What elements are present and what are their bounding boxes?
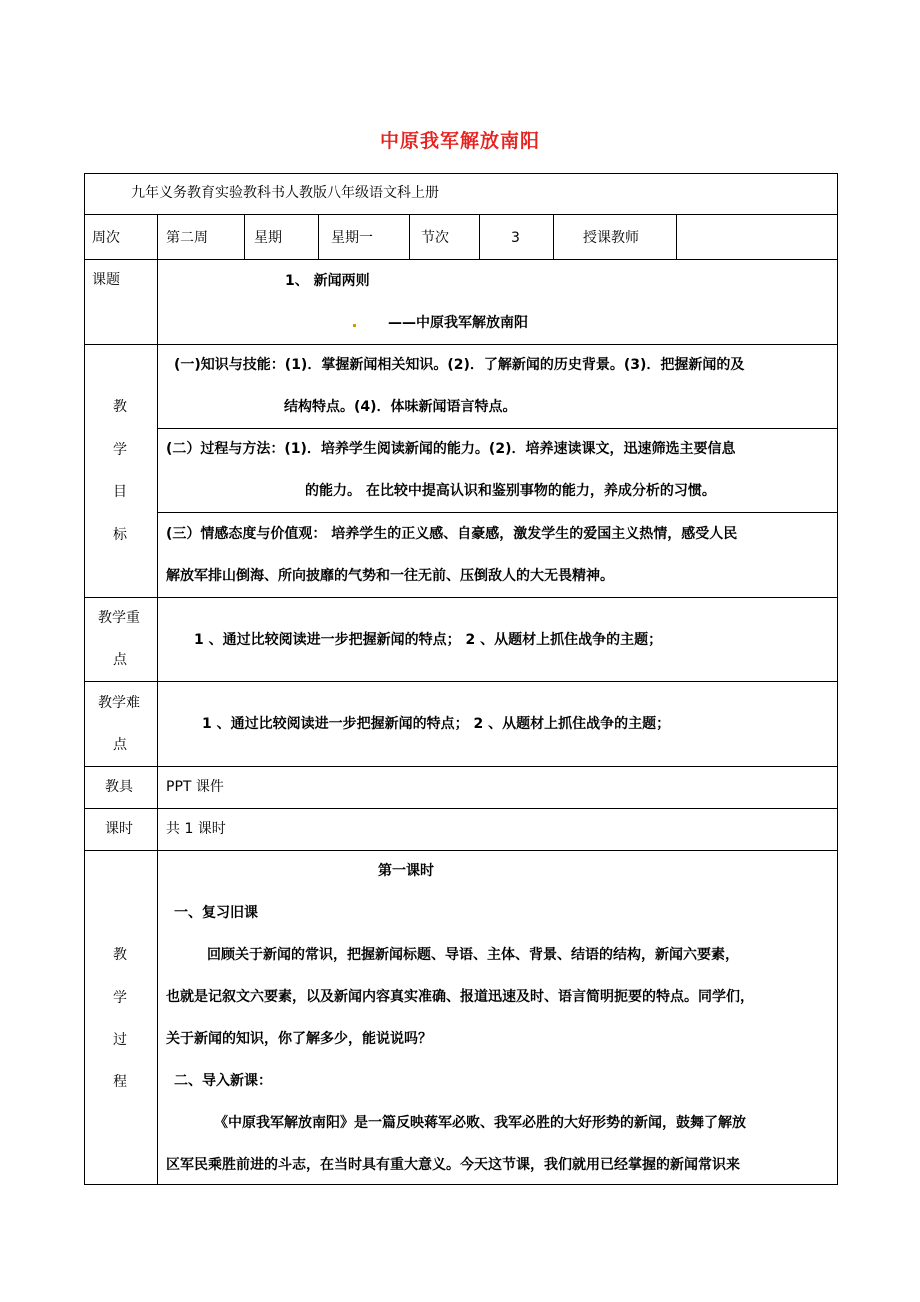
review-line-1: 回顾关于新闻的常识，把握新闻标题、导语、主体、背景、结语的结构，新闻六要素，	[207, 947, 739, 963]
week-label: 周次	[92, 230, 120, 246]
objective-process-line-2: 的能力。 在比较中提高认识和鉴别事物的能力，养成分析的习惯。	[305, 483, 716, 499]
table-border	[84, 214, 838, 215]
table-border	[84, 173, 85, 1185]
objective-knowledge-line-1: (一)知识与技能：(1)．掌握新闻相关知识。(2)．了解新闻的历史背景。(3)．把握新闻的及	[174, 357, 745, 373]
objective-knowledge-line-2: 结构特点。(4)．体味新闻语言特点。	[284, 399, 517, 415]
difficulties-label: 教学难	[98, 695, 140, 711]
review-line-3: 关于新闻的知识，你了解多少，能说说吗？	[166, 1031, 432, 1047]
key-points-label: 教学重	[98, 610, 140, 626]
table-header: 九年义务教育实验教科书人教版八年级语文科上册	[131, 185, 439, 201]
objectives-label-char: 标	[113, 527, 127, 543]
tools-value: PPT 课件	[166, 779, 224, 795]
table-border	[318, 214, 319, 260]
objective-emotion-line-1: (三）情感态度与价值观： 培养学生的正义感、自豪感，激发学生的爱国主义热情，感受人民	[166, 526, 738, 542]
teacher-label: 授课教师	[583, 230, 639, 246]
table-border	[84, 173, 838, 174]
topic-label: 课题	[92, 272, 120, 288]
process-label-char: 过	[113, 1032, 127, 1048]
tools-label: 教具	[105, 779, 133, 795]
difficulties-content: 1 、通过比较阅读进一步把握新闻的特点； 2 、从题材上抓住战争的主题；	[202, 716, 671, 732]
table-border	[84, 259, 838, 260]
table-border	[837, 173, 838, 1185]
hours-label: 课时	[105, 821, 133, 837]
difficulties-label: 点	[113, 737, 127, 753]
session-title: 第一课时	[378, 863, 434, 879]
objective-emotion-line-2: 解放军排山倒海、所向披靡的气势和一往无前、压倒敌人的大无畏精神。	[166, 568, 614, 584]
table-border	[84, 850, 838, 851]
table-border	[157, 512, 838, 513]
table-border	[479, 214, 480, 260]
page-title: 中原我军解放南阳	[379, 130, 540, 152]
table-border	[157, 214, 158, 1185]
key-points-label: 点	[113, 652, 127, 668]
table-border	[244, 214, 245, 260]
topic-line-1: 1、 新闻两则	[285, 273, 370, 289]
topic-line-2: ——中原我军解放南阳	[388, 315, 528, 331]
table-border	[84, 344, 838, 345]
objectives-label-char: 教	[113, 399, 127, 415]
process-label-char: 教	[113, 947, 127, 963]
day-label: 星期	[254, 230, 282, 246]
hours-value: 共 1 课时	[166, 821, 226, 837]
intro-line-1: 《中原我军解放南阳》是一篇反映蒋军必败、我军必胜的大好形势的新闻，鼓舞了解放	[214, 1115, 746, 1131]
review-line-2: 也就是记叙文六要素，以及新闻内容真实准确、报道迅速及时、语言简明扼要的特点。同学们，	[166, 989, 754, 1005]
intro-line-2: 区军民乘胜前进的斗志，在当时具有重大意义。今天这节课，我们就用已经掌握的新闻常识来	[166, 1157, 740, 1173]
process-label-char: 学	[113, 990, 127, 1006]
table-border	[157, 428, 838, 429]
period-label: 节次	[421, 230, 449, 246]
objectives-label-char: 学	[113, 442, 127, 458]
period-value: 3	[511, 230, 520, 246]
table-border	[553, 214, 554, 260]
week-value: 第二周	[166, 230, 208, 246]
process-label-char: 程	[113, 1074, 127, 1090]
review-heading: 一、复习旧课	[174, 905, 258, 921]
table-border	[84, 681, 838, 682]
objective-process-line-1: (二）过程与方法：(1)．培养学生阅读新闻的能力。(2)．培养速读课文，迅速筛选主要信息	[166, 441, 736, 457]
table-border	[84, 808, 838, 809]
intro-heading: 二、导入新课：	[174, 1073, 272, 1089]
table-border	[84, 1184, 838, 1185]
key-points-content: 1 、通过比较阅读进一步把握新闻的特点； 2 、从题材上抓住战争的主题；	[194, 632, 663, 648]
objectives-label-char: 目	[113, 484, 127, 500]
table-border	[84, 597, 838, 598]
day-value: 星期一	[331, 230, 373, 246]
table-border	[84, 766, 838, 767]
decorative-dot	[353, 324, 356, 327]
table-border	[409, 214, 410, 260]
table-border	[676, 214, 677, 260]
